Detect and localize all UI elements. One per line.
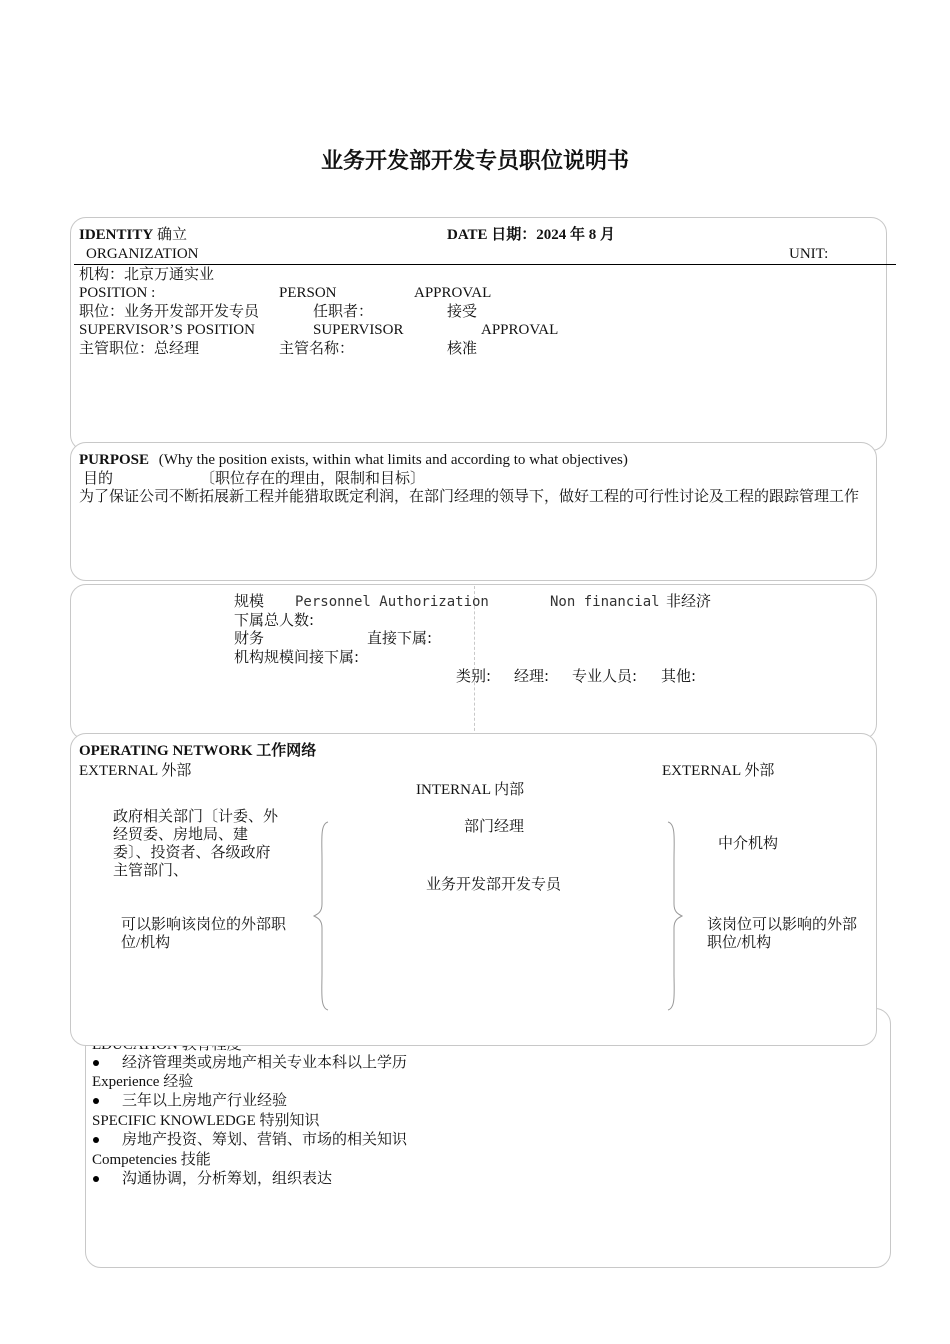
personnel-authorization-label: Personnel Authorization [295, 594, 489, 610]
external-left-label: EXTERNAL 外部 [79, 763, 192, 779]
organization-value: 机构：北京万通实业 [79, 267, 215, 283]
approve-label: 核准 [447, 341, 478, 357]
left-brace-icon [312, 820, 332, 1012]
person-label: PERSON [279, 285, 337, 301]
bullet-icon [93, 1060, 99, 1066]
position-value: 职位：业务开发部开发专员 [79, 304, 260, 320]
education-item: 经济管理类或房地产相关专业本科以上学历 [122, 1055, 408, 1071]
finance-label: 财务 [234, 629, 265, 647]
category-label: 类别: [456, 667, 492, 685]
professional-label: 专业人员: [572, 667, 638, 685]
other-label: 其他: [661, 667, 697, 685]
competencies-label: Competencies 技能 [92, 1152, 211, 1168]
manager-label: 经理: [514, 667, 550, 685]
purpose-cn-description: 〔职位存在的理由，限制和目标〕 [200, 471, 426, 487]
purpose-description: (Why the position exists, within what limits and according to what objectives) [158, 452, 628, 468]
incumbent-label: 任职者： [313, 304, 374, 320]
experience-label: Experience 经验 [92, 1074, 194, 1090]
knowledge-label: SPECIFIC KNOWLEDGE 特别知识 [92, 1113, 320, 1129]
approval-label-2: APPROVAL [481, 322, 559, 338]
unit-label: UNIT: [789, 246, 829, 262]
knowledge-item: 房地产投资、筹划、营销、市场的相关知识 [122, 1132, 408, 1148]
accept-label: 接受 [447, 304, 478, 320]
bullet-icon [93, 1176, 99, 1182]
experience-item: 三年以上房地产行业经验 [122, 1093, 288, 1109]
external-right-label: EXTERNAL 外部 [662, 763, 775, 779]
bullet-icon [93, 1137, 99, 1143]
purpose-label: PURPOSE [79, 452, 150, 468]
identity-label: IDENTITY [79, 227, 154, 243]
internal-label: INTERNAL 内部 [416, 782, 525, 798]
dept-manager-label: 部门经理 [464, 819, 525, 835]
purpose-cn-label: 目的 [83, 471, 114, 487]
supervisor-label: SUPERVISOR [313, 322, 404, 338]
position-node-label: 业务开发部开发专员 [426, 877, 562, 893]
purpose-heading [79, 451, 628, 469]
identity-cn-label: 确立 [156, 227, 187, 243]
left-external-note: 可以影响该岗位的外部职位/机构 [121, 917, 287, 951]
indirect-subordinates-label: 机构规模间接下属: [234, 648, 360, 666]
document-title: 业务开发部开发专员职位说明书 [320, 148, 629, 174]
network-heading: OPERATING NETWORK 工作网络 [79, 743, 317, 759]
non-economic-label: 非经济 [666, 592, 712, 610]
approval-label: APPROVAL [414, 285, 492, 301]
non-financial-label: Non financial [550, 594, 660, 610]
direct-subordinates-label: 直接下属: [367, 629, 433, 647]
purpose-text: 为了保证公司不断拓展新工程并能猎取既定利润，在部门经理的领导下，做好工程的可行性讨论及工程的跟踪管理工作 [79, 489, 860, 505]
supervisor-name-label: 主管名称： [279, 341, 355, 357]
position-label: POSITION : [79, 285, 156, 301]
left-external-parties: 政府相关部门〔计委、外经贸委、房地局、建委〕、投资者、各级政府主管部门、 [113, 809, 279, 879]
right-brace-icon [664, 820, 684, 1012]
supervisor-position-value: 主管职位：总经理 [79, 341, 200, 357]
header-divider [74, 264, 896, 265]
date-label: DATE 日期：2024 年 8 月 [447, 227, 616, 243]
supervisor-position-label: SUPERVISOR’S POSITION [79, 322, 255, 338]
right-external-note: 该岗位可以影响的外部职位/机构 [707, 917, 858, 951]
identity-heading [79, 226, 187, 244]
total-subordinates-label: 下属总人数: [234, 611, 315, 629]
organization-label: ORGANIZATION [86, 246, 199, 262]
scale-label: 规模 [234, 592, 265, 610]
competencies-item: 沟通协调，分析筹划，组织表达 [122, 1171, 333, 1187]
right-external-parties: 中介机构 [718, 836, 779, 852]
bullet-icon [93, 1098, 99, 1104]
